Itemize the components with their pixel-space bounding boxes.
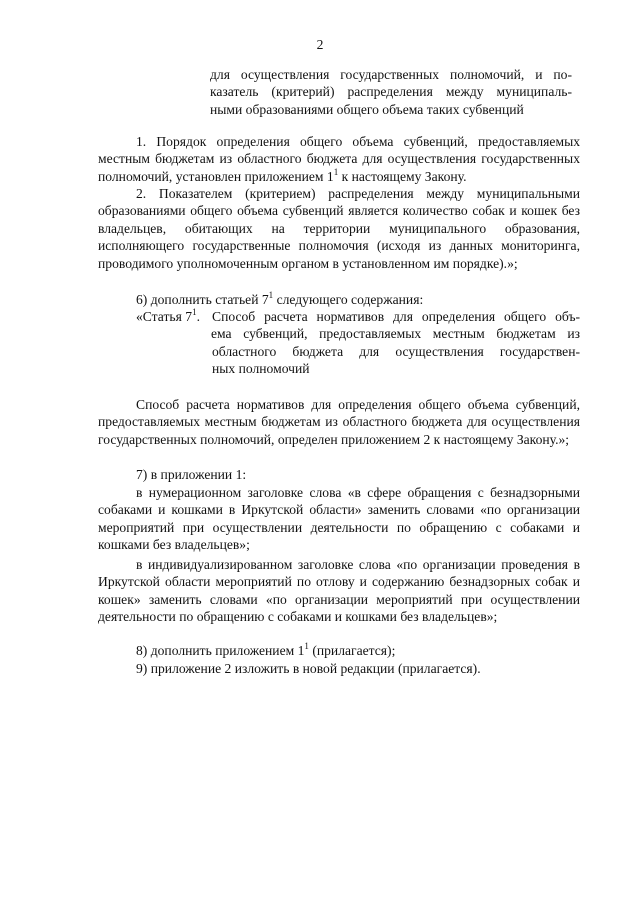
paragraph-1 bbox=[98, 133, 580, 185]
superscript: 1 bbox=[333, 166, 339, 177]
paragraph-7-text: в индивидуализированном заголовке слова «по организации проведения в Иркутской области мероприятий по отлову и содержанию безнадзорных собак и кошек» заменить словами «по организации мероприятий при осуществлении деятельности по обращению с собаками и кошками без владельцев»; bbox=[98, 557, 580, 625]
paragraph-3-text: 6) дополнить статьей 7 bbox=[136, 292, 269, 307]
paragraph-4 bbox=[98, 396, 580, 448]
paragraph-8-text: 8) дополнить приложением 1 bbox=[136, 643, 305, 658]
superscript: 1 bbox=[192, 307, 197, 317]
paragraph-3-tail: следующего содержания: bbox=[273, 292, 424, 307]
heading-line-3: ными образованиями общего объема таких субвенций bbox=[210, 101, 524, 117]
paragraph-2-text: 2. Показателем (критерием) распределения между муниципальными образованиями общего объема субвенций является количество собак и кошек без владельцев, обитающих на территории муниципального образования, исполняющего государственные полномочия (исходя из данных мониторинга, проводимого уполномоченным органом в установленном им порядке).»; bbox=[98, 186, 580, 271]
paragraph-9 bbox=[98, 660, 580, 677]
superscript: 1 bbox=[304, 641, 309, 651]
paragraph-8 bbox=[98, 642, 580, 659]
heading-line-1: для осуществления государственных полномочий, и по- bbox=[210, 67, 572, 82]
paragraph-1-text: 1. Порядок определения общего объема субвенций, предоставляемых местным бюджетам из областного бюджета для осуществления государственных полномочий, установлен приложением 1 bbox=[98, 134, 580, 184]
page-number: 2 bbox=[316, 37, 324, 52]
superscript: 1 bbox=[268, 290, 274, 300]
paragraph-5 bbox=[98, 466, 580, 483]
paragraph-1-tail: к настоящему Закону. bbox=[338, 168, 467, 184]
article-title-line-1: Способ расчета нормативов для определения общего объ- bbox=[212, 309, 580, 324]
article-title-line-2: ема субвенций, предоставляемых местным бюджетам из bbox=[211, 326, 580, 342]
paragraph-6 bbox=[98, 484, 580, 554]
paragraph-5-text: 7) в приложении 1: bbox=[136, 467, 247, 482]
paragraph-4-text: Способ расчета нормативов для определения общего объема субвенций, предоставляемых местным бюджетам из областного бюджета для осуществления государственных полномочий, определен приложением 2 к настоящему Закону.»; bbox=[98, 397, 580, 447]
paragraph-7 bbox=[98, 556, 580, 626]
paragraph-9-text: 9) приложение 2 изложить в новой редакции (прилагается). bbox=[136, 661, 481, 676]
paragraph-6-text: в нумерационном заголовке слова «в сфере обращения с безнадзорными собаками и кошками в Иркутской области» заменить словами «по организации мероприятий при осуществлении деятельности по обращению с собаками и кошками без владельцев»; bbox=[98, 485, 580, 553]
paragraph-3 bbox=[98, 291, 580, 308]
article-title-line-4: ных полномочий bbox=[212, 361, 310, 377]
article-title-line-3: областного бюджета для осуществления государствен- bbox=[212, 343, 580, 359]
article-label: «Статья $7^1$. bbox=[136, 307, 200, 324]
paragraph-8-tail: (прилагается); bbox=[308, 643, 396, 658]
article-title bbox=[212, 308, 580, 378]
paragraph-2 bbox=[98, 185, 580, 272]
heading-block bbox=[210, 66, 572, 118]
heading-line-2: казатель (критерий) распределения между муниципаль- bbox=[210, 84, 572, 100]
